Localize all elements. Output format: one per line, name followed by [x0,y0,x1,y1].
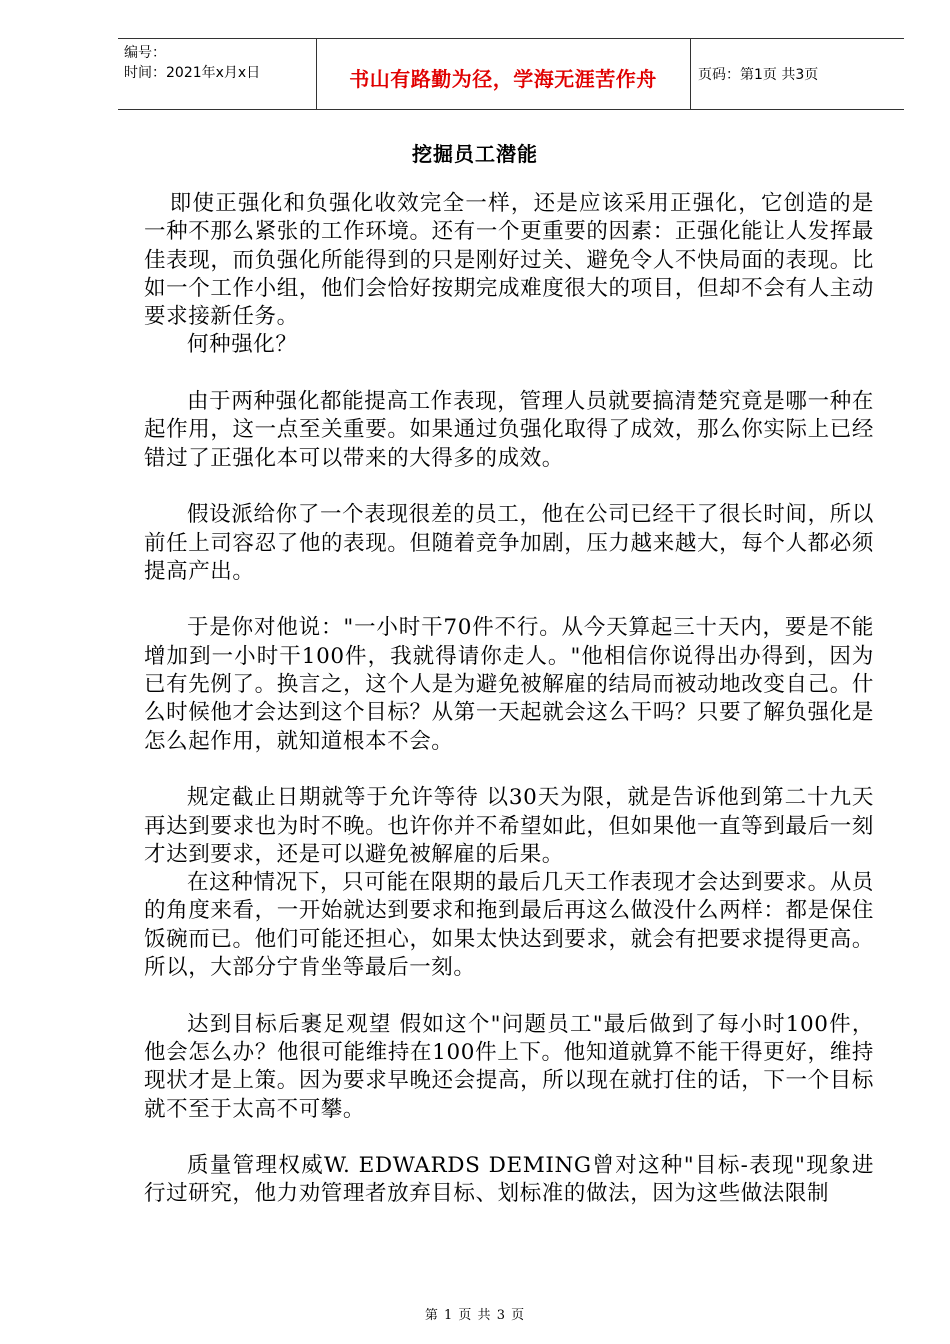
document-time: 时间：2021年x月x日 [124,65,261,81]
paragraph: 规定截止日期就等于允许等待 以30天为限，就是告诉他到第二十九天再达到要求也为时不晚。也许你并不希望如此，但如果他一直等到最后一刻才达到要求，还是可以避免被解雇的后果。 [144,785,874,867]
motto: 书山有路勤为径，学海无涯苦作舟 [349,67,657,91]
header-table [118,38,904,110]
header-motto-cell [316,39,691,109]
paragraph: 即使正强化和负强化收效完全一样，还是应该采用正强化，它创造的是一种不那么紧张的工作环境。还有一个更重要的因素：正强化能让人发挥最佳表现，而负强化所能得到的只是刚好过关、避免令人不快局面的表现。比如一个工作小组，他们会恰好按期完成难度很大的项目，但却不会有人主动要求接新任务。 [144,191,874,330]
spacer [144,473,874,501]
document-body [144,190,874,1209]
paragraph: 达到目标后裹足观望 假如这个"问题员工"最后做到了每小时100件，他会怎么办？他很可能维持在100件上下。他知道就算不能干得更好，维持现状才是上策。因为要求早晚还会提高，所以现在就打住的话，下一个目标就不至于太高不可攀。 [144,1011,874,1122]
subheading: 何种强化？ [187,332,298,358]
paragraph: 由于两种强化都能提高工作表现，管理人员就要搞清楚究竟是哪一种在起作用，这一点至关重要。如果通过负强化取得了成效，那么你实际上已经错过了正强化本可以带来的大得多的成效。 [144,389,874,471]
spacer [144,586,874,614]
page-footer: 第 1 页 共 3 页 [424,1308,526,1323]
spacer [144,756,874,784]
paragraph: 假设派给你了一个表现很差的员工，他在公司已经干了很长时间，所以前任上司容忍了他的表现。但随着竞争加剧，压力越来越大，每个人都必须提高产出。 [144,502,874,584]
spacer [144,1124,874,1152]
header-page-cell [690,39,904,109]
paragraph: 在这种情况下，只可能在限期的最后几天工作表现才会达到要求。从员的角度来看，一开始就达到要求和拖到最后再这么做没什么两样：都是保住饭碗而已。他们可能还担心，如果太快达到要求，就会有把要求提得更高。所以，大部分宁肯坐等最后一刻。 [144,870,874,981]
paragraph: 质量管理权威W. EDWARDS DEMING曾对这种"目标-表现"现象进行过研究，他力劝管理者放弃目标、划标准的做法，因为这些做法限制 [144,1153,874,1207]
page-indicator: 页码：第1页 共3页 [698,67,819,83]
header-meta-cell [118,39,317,109]
document-code: 编号： [124,45,166,61]
spacer [144,360,874,388]
paragraph: 于是你对他说："一小时干70件不行。从今天算起三十天内，要是不能增加到一小时干100件，我就得请你走人。"他相信你说得出办得到，因为已有先例了。换言之，这个人是为避免被解雇的结局而被动地改变自己。什么时候他才会达到这个目标？从第一天起就会这么干吗？只要了解负强化是怎么起作用，就知道根本不会。 [144,615,874,754]
page-title: 挖掘员工潜能 [412,142,538,166]
spacer [144,982,874,1010]
